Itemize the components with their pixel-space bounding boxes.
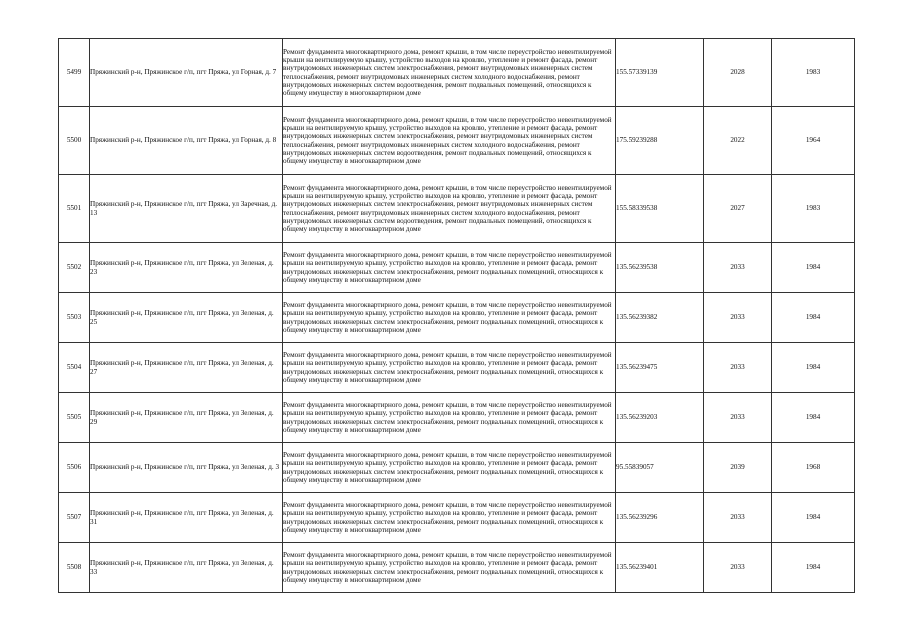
value-cell: 135.56239203 [616,393,704,443]
table-row [59,243,855,293]
planned-year-cell: 2039 [704,443,772,493]
works-cell: Ремонт фундамента многоквартирного дома, ремонт крыши, в том числе переустройство невентилируемой крыши на вентилируемую крышу, устройство выходов на кровлю, утепление и ремонт фасада, ремонт внутридомовых инженерных систем электроснабжения, ремонт подвальных помещений, относящихся к общему имуществу в многоквартирном доме [283,393,616,443]
value-cell: 155.57339139 [616,39,704,107]
built-year-cell: 1964 [772,107,855,175]
built-year-cell: 1983 [772,39,855,107]
works-cell: Ремонт фундамента многоквартирного дома, ремонт крыши, в том числе переустройство невентилируемой крыши на вентилируемую крышу, устройство выходов на кровлю, утепление и ремонт фасада, ремонт внутридомовых инженерных систем электроснабжения, ремонт подвальных помещений, относящихся к общему имуществу в многоквартирном доме [283,293,616,343]
planned-year-cell: 2033 [704,493,772,543]
planned-year-cell: 2028 [704,39,772,107]
planned-year-cell: 2033 [704,343,772,393]
planned-year-cell: 2033 [704,243,772,293]
built-year-cell: 1984 [772,293,855,343]
value-cell: 135.56239296 [616,493,704,543]
table-row [59,293,855,343]
address-cell: Пряжинский р-н, Пряжинское г/п, пгт Пряжа, ул Зеленая, д. 25 [90,293,283,343]
table-row [59,443,855,493]
address-cell: Пряжинский р-н, Пряжинское г/п, пгт Пряжа, ул Зеленая, д. 31 [90,493,283,543]
row-number: 5505 [59,393,90,443]
planned-year-cell: 2033 [704,293,772,343]
row-number: 5506 [59,443,90,493]
row-number: 5503 [59,293,90,343]
built-year-cell: 1984 [772,493,855,543]
built-year-cell: 1984 [772,243,855,293]
table-row [59,543,855,593]
works-cell: Ремонт фундамента многоквартирного дома, ремонт крыши, в том числе переустройство невентилируемой крыши на вентилируемую крышу, устройство выходов на кровлю, утепление и ремонт фасада, ремонт внутридомовых инженерных систем электроснабжения, ремонт подвальных помещений, относящихся к общему имуществу в многоквартирном доме [283,493,616,543]
address-cell: Пряжинский р-н, Пряжинское г/п, пгт Пряжа, ул Горная, д. 8 [90,107,283,175]
built-year-cell: 1984 [772,343,855,393]
row-number: 5499 [59,39,90,107]
address-cell: Пряжинский р-н, Пряжинское г/п, пгт Пряжа, ул Зеленая, д. 29 [90,393,283,443]
value-cell: 175.59239288 [616,107,704,175]
works-cell: Ремонт фундамента многоквартирного дома, ремонт крыши, в том числе переустройство невентилируемой крыши на вентилируемую крышу, устройство выходов на кровлю, утепление и ремонт фасада, ремонт внутридомовых инженерных систем электроснабжения, ремонт подвальных помещений, относящихся к общему имуществу в многоквартирном доме [283,543,616,593]
table-row [59,493,855,543]
works-cell: Ремонт фундамента многоквартирного дома, ремонт крыши, в том числе переустройство невентилируемой крыши на вентилируемую крышу, устройство выходов на кровлю, утепление и ремонт фасада, ремонт внутридомовых инженерных систем электроснабжения, ремонт внутридомовых инженерных систем теплоснабжения, ремонт внутридомовых инженерных систем холодного водоснабжения, ремонт внутридомовых инженерных систем водоотведения, ремонт подвальных помещений, относящихся к общему имуществу в многоквартирном доме [283,107,616,175]
table-row [59,39,855,107]
table-row [59,107,855,175]
address-cell: Пряжинский р-н, Пряжинское г/п, пгт Пряжа, ул Горная, д. 7 [90,39,283,107]
row-number: 5508 [59,543,90,593]
address-cell: Пряжинский р-н, Пряжинское г/п, пгт Пряжа, ул Зеленая, д. 33 [90,543,283,593]
planned-year-cell: 2022 [704,107,772,175]
value-cell: 135.56239475 [616,343,704,393]
value-cell: 95.55839057 [616,443,704,493]
row-number: 5500 [59,107,90,175]
works-cell: Ремонт фундамента многоквартирного дома, ремонт крыши, в том числе переустройство невентилируемой крыши на вентилируемую крышу, устройство выходов на кровлю, утепление и ремонт фасада, ремонт внутридомовых инженерных систем электроснабжения, ремонт внутридомовых инженерных систем теплоснабжения, ремонт внутридомовых инженерных систем холодного водоснабжения, ремонт внутридомовых инженерных систем водоотведения, ремонт подвальных помещений, относящихся к общему имуществу в многоквартирном доме [283,39,616,107]
value-cell: 135.56239382 [616,293,704,343]
address-cell: Пряжинский р-н, Пряжинское г/п, пгт Пряжа, ул Зеленая, д. 23 [90,243,283,293]
planned-year-cell: 2027 [704,175,772,243]
works-cell: Ремонт фундамента многоквартирного дома, ремонт крыши, в том числе переустройство невентилируемой крыши на вентилируемую крышу, устройство выходов на кровлю, утепление и ремонт фасада, ремонт внутридомовых инженерных систем электроснабжения, ремонт подвальных помещений, относящихся к общему имуществу в многоквартирном доме [283,343,616,393]
value-cell: 135.56239401 [616,543,704,593]
address-cell: Пряжинский р-н, Пряжинское г/п, пгт Пряжа, ул Заречная, д. 13 [90,175,283,243]
table-row [59,343,855,393]
value-cell: 135.56239538 [616,243,704,293]
row-number: 5504 [59,343,90,393]
address-cell: Пряжинский р-н, Пряжинское г/п, пгт Пряжа, ул Зеленая, д. 27 [90,343,283,393]
capital-repair-table [58,38,855,593]
built-year-cell: 1968 [772,443,855,493]
row-number: 5501 [59,175,90,243]
value-cell: 155.58339538 [616,175,704,243]
works-cell: Ремонт фундамента многоквартирного дома, ремонт крыши, в том числе переустройство невентилируемой крыши на вентилируемую крышу, устройство выходов на кровлю, утепление и ремонт фасада, ремонт внутридомовых инженерных систем электроснабжения, ремонт подвальных помещений, относящихся к общему имуществу в многоквартирном доме [283,243,616,293]
built-year-cell: 1983 [772,175,855,243]
row-number: 5502 [59,243,90,293]
table-row [59,175,855,243]
address-cell: Пряжинский р-н, Пряжинское г/п, пгт Пряжа, ул Зеленая, д. 3 [90,443,283,493]
planned-year-cell: 2033 [704,393,772,443]
works-cell: Ремонт фундамента многоквартирного дома, ремонт крыши, в том числе переустройство невентилируемой крыши на вентилируемую крышу, устройство выходов на кровлю, утепление и ремонт фасада, ремонт внутридомовых инженерных систем электроснабжения, ремонт подвальных помещений, относящихся к общему имуществу в многоквартирном доме [283,443,616,493]
built-year-cell: 1984 [772,543,855,593]
built-year-cell: 1984 [772,393,855,443]
planned-year-cell: 2033 [704,543,772,593]
table-row [59,393,855,443]
works-cell: Ремонт фундамента многоквартирного дома, ремонт крыши, в том числе переустройство невентилируемой крыши на вентилируемую крышу, устройство выходов на кровлю, утепление и ремонт фасада, ремонт внутридомовых инженерных систем электроснабжения, ремонт внутридомовых инженерных систем теплоснабжения, ремонт внутридомовых инженерных систем холодного водоснабжения, ремонт внутридомовых инженерных систем водоотведения, ремонт подвальных помещений, относящихся к общему имуществу в многоквартирном доме [283,175,616,243]
row-number: 5507 [59,493,90,543]
